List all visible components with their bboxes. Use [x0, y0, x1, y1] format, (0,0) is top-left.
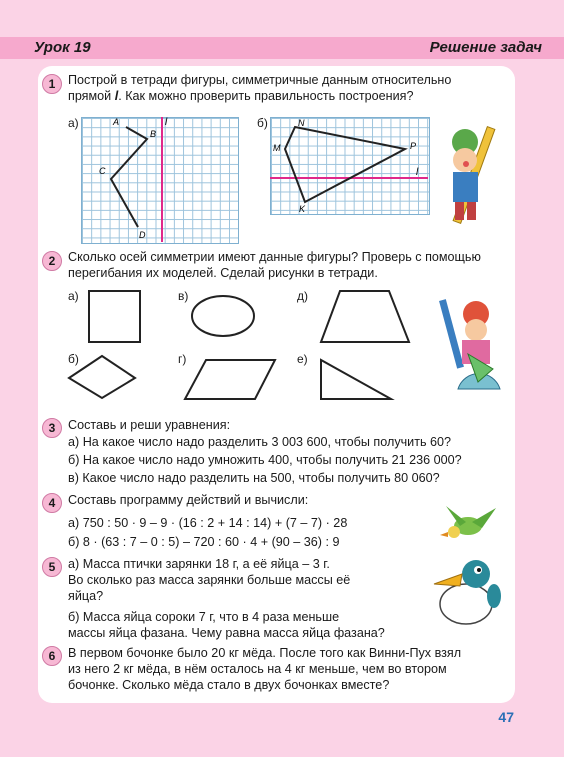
task-2-line-2: перегибания их моделей. Сделай рисунки в тетради. — [68, 266, 378, 280]
shape-e-label: е) — [297, 352, 308, 366]
lesson-title: Урок 19 — [34, 39, 91, 56]
task-number-4: 4 — [42, 493, 62, 513]
task-5-line-5: массы яйца фазана. Чему равна масса яйца фазана? — [68, 626, 385, 640]
gnome-with-protractor-illustration — [438, 294, 502, 394]
task-number-3: 3 — [42, 418, 62, 438]
figure-a-label: а) — [68, 116, 79, 130]
axis-l-b: l — [416, 167, 419, 178]
task-4-line-3: б) 8 · (63 : 7 – 0 : 5) – 720 : 60 · 4 + (90 – 36) : 9 — [68, 535, 340, 549]
task-number-5: 5 — [42, 557, 62, 577]
ellipse-shape — [192, 296, 254, 336]
parallelogram-shape — [185, 360, 275, 399]
task-number-6: 6 — [42, 646, 62, 666]
task-3-line-3: б) На какое число надо умножить 400, чтобы получить 21 236 000? — [68, 453, 462, 467]
rhombus-shape — [69, 356, 135, 398]
task-4-line-1: Составь программу действий и вычисли: — [68, 493, 309, 507]
task-1-line-2: прямой l. Как можно проверить правильность построения? — [68, 89, 414, 103]
task-6-line-1: В первом бочонке было 20 кг мёда. После того как Винни-Пух взял — [68, 646, 462, 660]
point-p: P — [410, 141, 417, 151]
task-3-line-1: Составь и реши уравнения: — [68, 418, 231, 432]
lesson-topic: Решение задач — [429, 39, 542, 56]
point-a: A — [113, 117, 120, 127]
task-6-line-3: бочонке. Сколько мёда стало в двух бочонках вместе? — [68, 678, 390, 692]
point-b: B — [150, 129, 157, 139]
point-n: N — [298, 118, 305, 128]
point-m: M — [273, 143, 281, 153]
right-triangle-shape — [321, 360, 391, 399]
task-2-line-1: Сколько осей симметрии имеют данные фигуры? Проверь с помощью — [68, 250, 481, 264]
task-6-line-2: из него 2 кг мёда, в нём осталось на 4 кг меньше, чем во втором — [68, 662, 447, 676]
task-3-line-4: в) Какое число надо разделить на 500, чтобы получить 80 060? — [68, 471, 440, 485]
axis-l-a: l — [165, 117, 168, 128]
task-5-line-2: Во сколько раз масса зарянки больше массы её — [68, 573, 351, 587]
trapezoid-shape — [321, 291, 409, 342]
task-5-line-4: б) Масса яйца сороки 7 г, что в 4 раза меньше — [68, 610, 340, 624]
task-5-line-3: яйца? — [68, 589, 104, 603]
task-5-line-1: а) Масса птички зарянки 18 г, а её яйца – 3 г. — [68, 557, 330, 571]
shape-g-label: г) — [178, 352, 187, 366]
figure-b-label: б) — [257, 116, 268, 130]
shape-v-label: в) — [178, 289, 189, 303]
shape-d-label: д) — [297, 289, 308, 303]
shape-a-label: а) — [68, 289, 79, 303]
task-number-1: 1 — [42, 74, 62, 94]
shape-b-label: б) — [68, 352, 79, 366]
point-d: D — [139, 230, 146, 240]
bird-with-egg-illustration — [430, 552, 506, 628]
task-4-line-2: а) 750 : 50 · 9 – 9 · (16 : 2 + 14 : 14) + (7 – 7) · 28 — [68, 516, 348, 530]
task-1-line-1: Построй в тетради фигуры, симметричные данным относительно — [68, 73, 452, 87]
task-3-line-2: а) На какое число надо разделить 3 003 600, чтобы получить 60? — [68, 435, 452, 449]
point-c: C — [99, 166, 106, 176]
point-k: K — [299, 204, 306, 214]
task-number-2: 2 — [42, 251, 62, 271]
square-shape — [89, 291, 140, 342]
page-number: 47 — [498, 709, 514, 725]
flying-bird-illustration — [438, 502, 500, 546]
